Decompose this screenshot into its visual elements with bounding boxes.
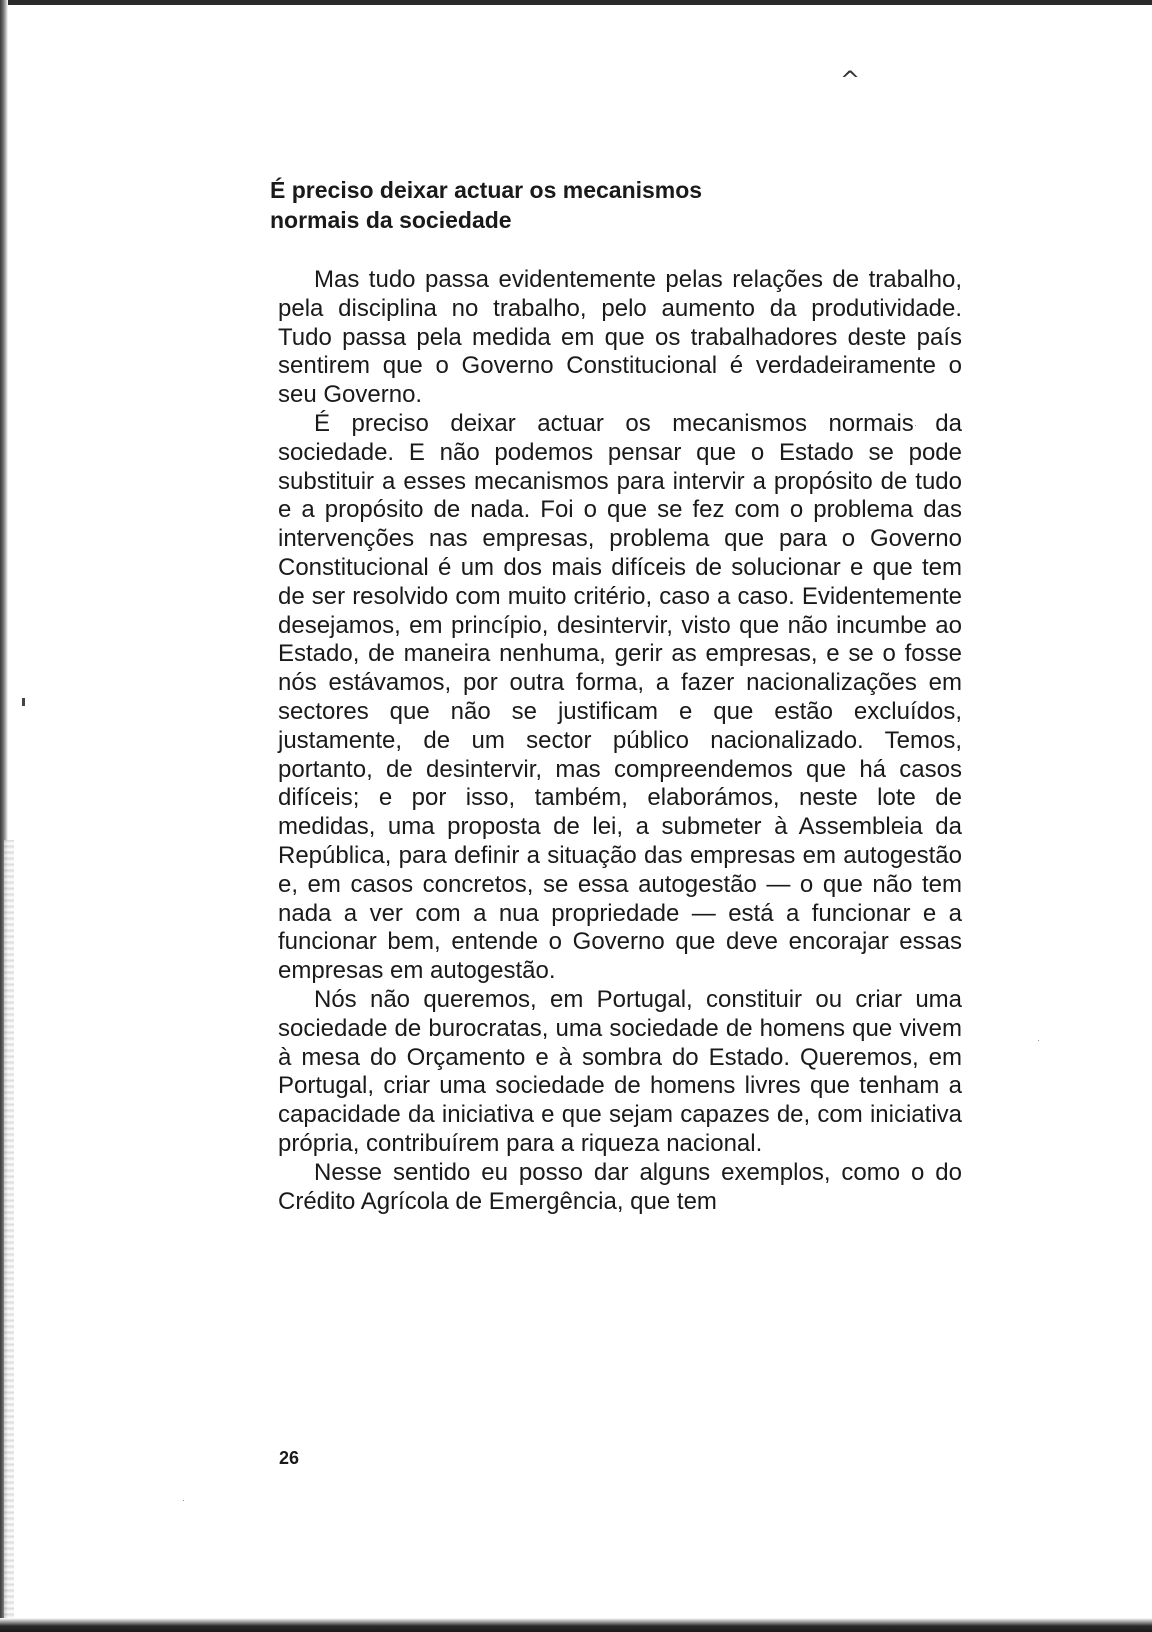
speck [1038, 1040, 1039, 1041]
paragraph: Mas tudo passa evidentemente pelas relações de trabalho, pela disciplina no trabalho, pelo aumento da produtividade. Tudo passa pela medida em que os trabalhadores deste país sentirem que o Governo Constitucional é verdadeiramente o seu Governo. [278, 266, 962, 409]
paragraph: Nós não queremos, em Portugal, constituir ou criar uma sociedade de burocratas, uma sociedade de homens que vivem à mesa do Orçamento e à sombra do Estado. Queremos, em Portugal, criar uma sociedade de homens livres que tenham a capacidade da iniciativa e que sejam capazes de, com iniciativa própria, contribuírem para a riqueza nacional. [278, 985, 962, 1157]
page-number: 26 [279, 1448, 300, 1468]
scan-edge-top [0, 0, 1152, 5]
speck [183, 1500, 184, 1501]
paragraph: É preciso deixar actuar os mecanismos normais da sociedade. E não podemos pensar que o Estado se pode substituir a esses mecanismos para intervir a propósito de tudo e a propósito de nada. Foi o que se fez com o problema das intervenções nas empresas, problema que para o Governo Constitucional é um dos mais difíceis de solucionar e que tem de ser resolvido com muito critério, caso a caso. Evidentemente desejamos, em princípio, desintervir, visto que não incumbe ao Estado, de maneira nenhuma, gerir as empresas, e se o fosse nós estávamos, por outra forma, a fazer nacionalizações em sectores que não se justificam e que estão excluídos, justamente, de um sector público nacionalizado. Temos, portanto, de desintervir, mas compreendemos que há casos difíceis; e por isso, também, elaborámos, neste lote de medidas, uma proposta de lei, a submeter à Assembleia da República, para definir a situação das empresas em autogestão e, em casos concretos, se essa autogestão — o que não tem nada a ver com a nua propriedade — está a funcionar e a funcionar bem, entende o Governo que deve encorajar essas empresas em autogestão. [278, 409, 962, 985]
body-text [278, 266, 962, 1216]
paragraph: Nesse sentido eu posso dar alguns exemplos, como o do Crédito Agrícola de Emergência, que tem [278, 1158, 962, 1215]
section-title-line: normais da sociedade [270, 207, 512, 233]
scan-edge-bottom [0, 1618, 1152, 1632]
section-title-line: É preciso deixar actuar os mecanismos [270, 177, 703, 203]
scan-edge-texture [4, 840, 14, 1620]
section-title [270, 175, 830, 235]
stray-mark [22, 698, 25, 706]
corner-mark: ^ [840, 66, 861, 94]
